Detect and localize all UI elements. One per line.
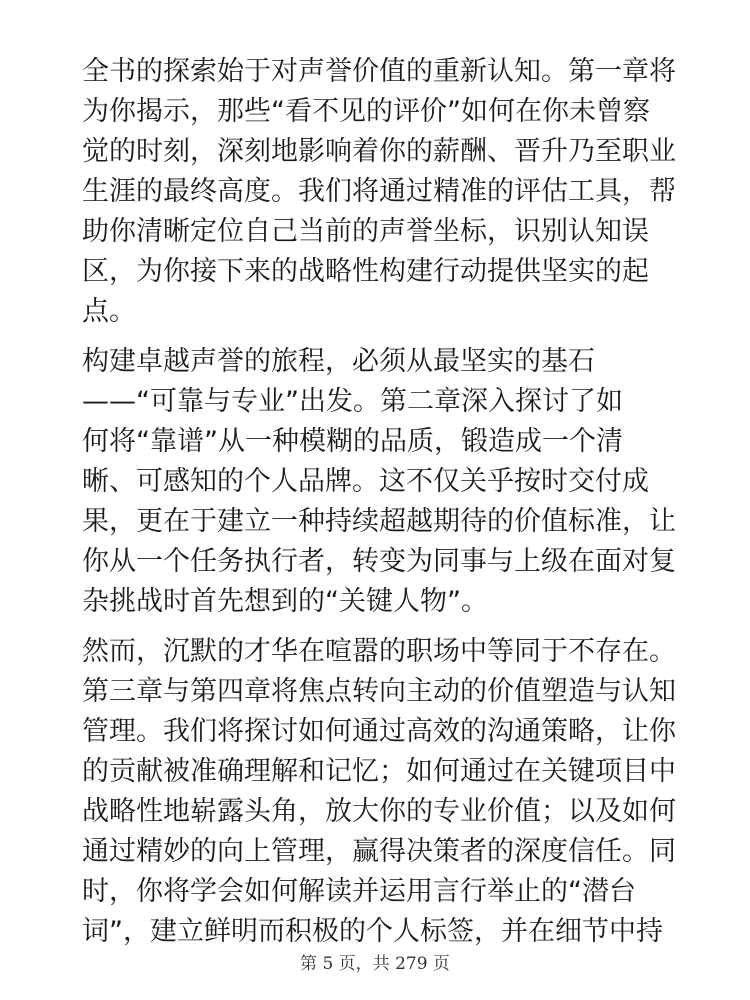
text-line: 通过精妙的向上管理，赢得决策者的深度信任。同	[82, 836, 676, 867]
text-line: 为你揭示，那些“看不见的评价”如何在你未曾察	[82, 96, 650, 127]
page-number-footer: 第 5 页，共 279 页	[300, 954, 450, 974]
paragraph-2	[82, 342, 676, 622]
text-line: 战略性地崭露头角，放大你的专业价值；以及如何	[82, 796, 676, 827]
text-line: 的贡献被准确理解和记忆；如何通过在关键项目中	[82, 756, 676, 787]
text-line: 何将“靠谱”从一种模糊的品质，锻造成一个清	[82, 426, 623, 457]
text-line: 时，你将学会如何解读并运用言行举止的“潜台	[82, 876, 636, 907]
text-line: 构建卓越声誉的旅程，必须从最坚实的基石	[82, 346, 595, 377]
text-line: 助你清晰定位自己当前的声誉坐标，识别认知误	[82, 216, 649, 247]
text-line: 全书的探索始于对声誉价值的重新认知。第一章将	[82, 56, 676, 87]
text-line: ——“可靠与专业”出发。第二章深入探讨了如	[82, 386, 623, 417]
paragraph-3	[82, 632, 676, 952]
text-line: 觉的时刻，深刻地影响着你的薪酬、晋升乃至职业	[82, 136, 676, 167]
text-line: 杂挑战时首先想到的“关键人物”。	[82, 586, 488, 617]
text-line: 晰、可感知的个人品牌。这不仅关乎按时交付成	[82, 466, 649, 497]
text-line: 你从一个任务执行者，转变为同事与上级在面对复	[82, 546, 676, 577]
text-line: 第三章与第四章将焦点转向主动的价值塑造与认知	[82, 676, 676, 707]
body-text	[82, 52, 676, 962]
text-line: 果，更在于建立一种持续超越期待的价值标准，让	[82, 506, 676, 537]
text-line: 区，为你接下来的战略性构建行动提供坚实的起	[82, 256, 649, 287]
text-line: 词”，建立鲜明而积极的个人标签，并在细节中持	[82, 916, 663, 947]
paragraph-1	[82, 52, 676, 332]
text-line: 生涯的最终高度。我们将通过精准的评估工具，帮	[82, 176, 676, 207]
text-line: 点。	[82, 296, 136, 327]
text-line: 然而，沉默的才华在喧嚣的职场中等同于不存在。	[82, 636, 676, 667]
text-line: 管理。我们将探讨如何通过高效的沟通策略，让你	[82, 716, 676, 747]
